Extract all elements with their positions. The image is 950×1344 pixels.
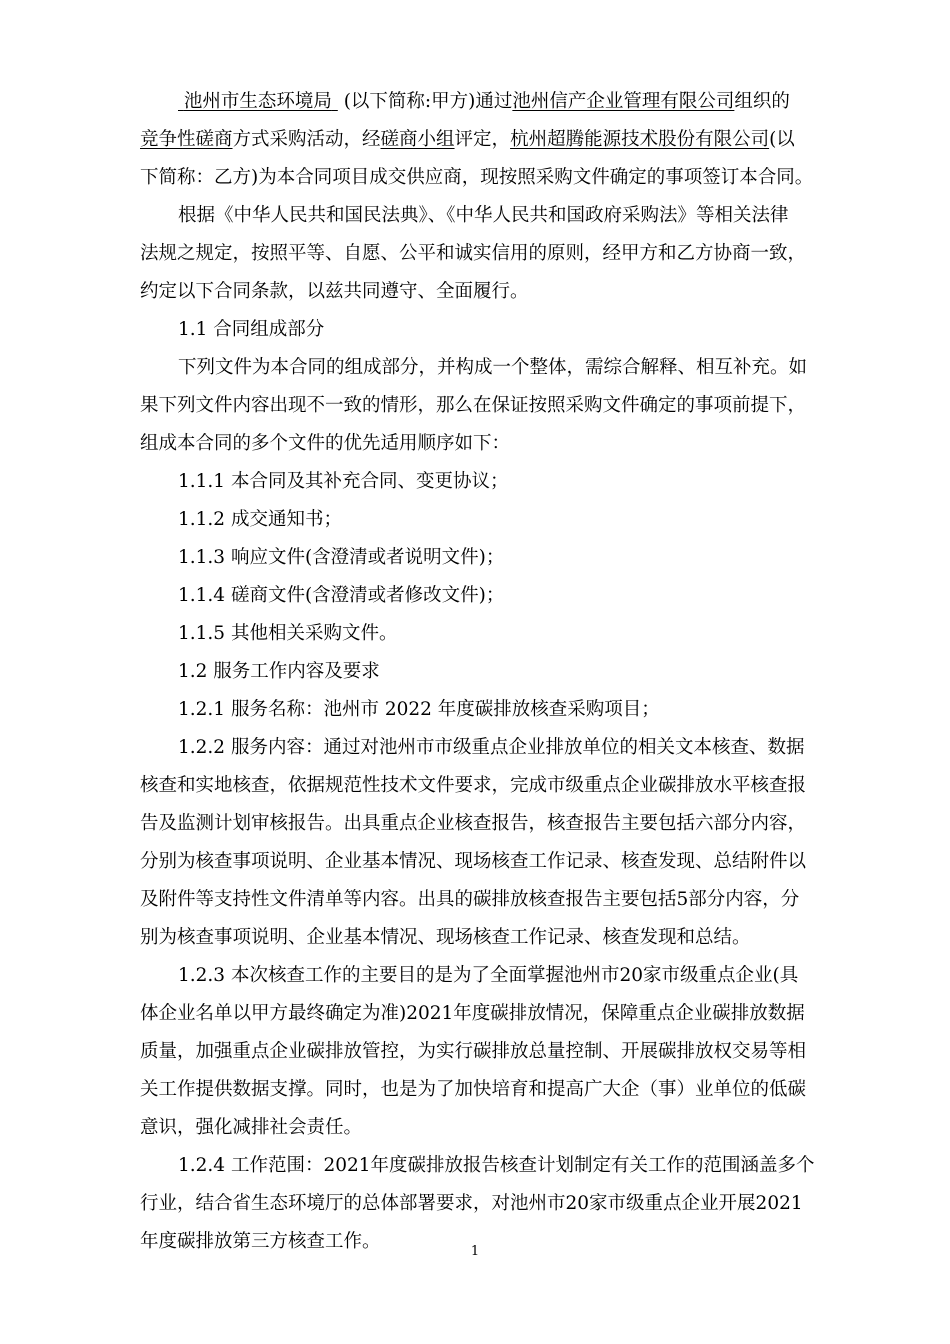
procurement-method: 竞争性磋商 [140,129,233,150]
intro-line-2 [140,125,795,155]
basis-line: 根据《中华人民共和国民法典》、《中华人民共和国政府采购法》等相关法律 [178,205,789,226]
intro-line-3: 下简称：乙方)为本合同项目成交供应商，现按照采购文件确定的事项签订本合同。 [140,167,814,188]
intro-text: (以 [769,129,795,150]
intro-line-1 [178,87,790,117]
paragraph-line: 意识，强化减排社会责任。 [140,1117,363,1138]
list-item: 1.1.2 成交通知书； [178,509,342,530]
intro-text: 评定， [454,129,511,150]
paragraph-line: 核查和实地核查，依据规范性技术文件要求，完成市级重点企业碳排放水平核查报 [140,775,807,796]
panel-name: 磋商小组 [380,129,455,150]
party-b-name: 杭州超腾能源技术股份有限公司 [510,129,770,150]
paragraph-line: 1.2.3 本次核查工作的主要目的是为了全面掌握池州市20家市级重点企业(具 [178,965,799,986]
agency-name: 池州信产企业管理有限公司 [512,91,735,112]
paragraph-line: 及附件等支持性文件清单等内容。出具的碳排放核查报告主要包括5部分内容，分 [140,889,800,910]
paragraph-line: 1.2.2 服务内容：通过对池州市市级重点企业排放单位的相关文本核查、数据 [178,737,805,758]
basis-line: 法规之规定，按照平等、自愿、公平和诚实信用的原则，经甲方和乙方协商一致， [140,243,807,264]
intro-text: (以下简称:甲方)通过 [343,91,513,112]
paragraph-line: 质量，加强重点企业碳排放管控，为实行碳排放总量控制、开展碳排放权交易等相 [140,1041,807,1062]
page-number: 1 [470,1244,480,1259]
list-item: 1.1.4 磋商文件(含澄清或者修改文件)； [178,585,505,606]
paragraph-line: 1.2.4 工作范围：2021年度碳排放报告核查计划制定有关工作的范围涵盖多个 [178,1155,815,1176]
paragraph-line: 别为核查事项说明、企业基本情况、现场核查工作记录、核查发现和总结。 [140,927,751,948]
party-a-text: 池州市生态环境局 [183,91,332,112]
basis-line: 约定以下合同条款，以兹共同遵守、全面履行。 [140,281,529,302]
paragraph-line: 年度碳排放第三方核查工作。 [140,1231,381,1252]
service-name-line: 1.2.1 服务名称：池州市 2022 年度碳排放核查采购项目； [178,699,660,720]
intro-text: 组织的 [734,91,790,112]
paragraph-line: 告及监测计划审核报告。出具重点企业核查报告，核查报告主要包括六部分内容， [140,813,807,834]
paragraph-line: 关工作提供数据支撑。同时，也是为了加快培育和提高广大企（事）业单位的低碳 [140,1079,807,1100]
list-item: 1.1.3 响应文件(含澄清或者说明文件)； [178,547,505,568]
paragraph-line: 体企业名单以甲方最终确定为准)2021年度碳排放情况，保障重点企业碳排放数据 [140,1003,805,1024]
party-a-name [178,91,338,112]
list-item: 1.1.1 本合同及其补充合同、变更协议； [178,471,509,492]
paragraph-line: 果下列文件内容出现不一致的情形，那么在保证按照采购文件确定的事项前提下， [140,395,807,416]
paragraph-line: 下列文件为本合同的组成部分，并构成一个整体，需综合解释、相互补充。如 [178,357,808,378]
list-item: 1.1.5 其他相关采购文件。 [178,623,398,644]
section-heading: 1.1 合同组成部分 [178,319,325,340]
section-heading: 1.2 服务工作内容及要求 [178,661,380,682]
paragraph-line: 行业，结合省生态环境厅的总体部署要求，对池州市20家市级重点企业开展2021 [140,1193,803,1214]
intro-text: 方式采购活动，经 [232,129,381,150]
paragraph-line: 组成本合同的多个文件的优先适用顺序如下： [140,433,511,454]
paragraph-line: 分别为核查事项说明、企业基本情况、现场核查工作记录、核查发现、总结附件以 [140,851,807,872]
